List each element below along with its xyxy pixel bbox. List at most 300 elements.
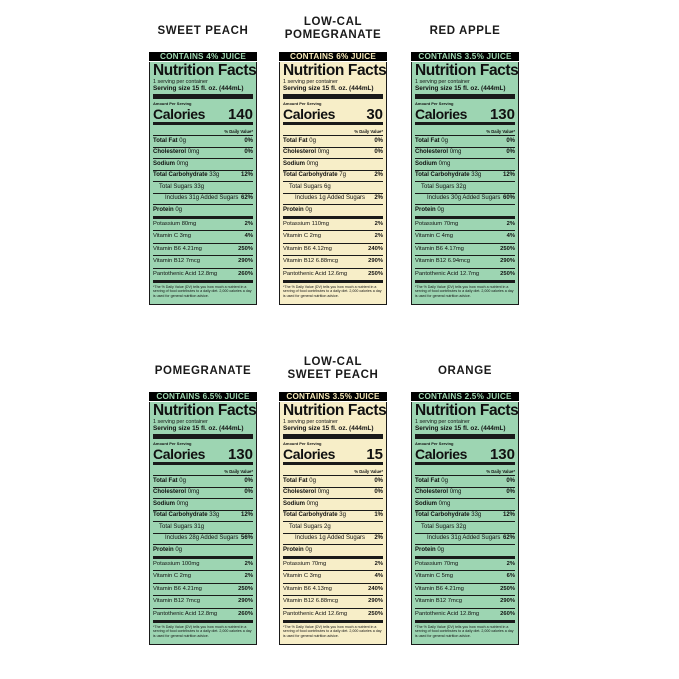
cholesterol-dv: 0%	[244, 149, 253, 156]
vitamin-b6-row	[415, 584, 515, 597]
sodium-value: 0mg	[176, 160, 189, 167]
juice-content-banner: CONTAINS 3.5% JUICE	[279, 392, 387, 401]
total-carbohydrate-row	[283, 511, 383, 523]
vitamin-c-value: 3mg	[309, 573, 321, 580]
calories-row	[153, 447, 253, 465]
total-carbohydrate-value: 7g	[339, 172, 346, 179]
total-fat-label: Total Fat	[153, 477, 178, 484]
total-fat-dv: 0%	[374, 477, 383, 484]
calories-row	[283, 447, 383, 465]
total-fat-row	[283, 476, 383, 488]
serving-size: Serving size 15 fl. oz. (444mL)	[415, 85, 515, 99]
total-carbohydrate-value: 3g	[339, 512, 346, 519]
serving-size: Serving size 15 fl. oz. (444mL)	[283, 425, 383, 439]
added-sugars-dv: 2%	[374, 195, 383, 202]
daily-value-header: % Daily Value*	[153, 128, 253, 136]
protein-label: Protein	[415, 206, 436, 213]
total-carbohydrate-dv: 12%	[240, 172, 253, 179]
added-sugars-text: Includes 1g Added Sugars	[295, 535, 366, 542]
vitamin-b12-label: Vitamin B12	[415, 598, 447, 605]
daily-value-footnote: *The % Daily Value (DV) tells you how much a nutrient in a serving of food contributes to a daily diet. 2,000 calories a day is used for general nutrition advice.	[153, 625, 252, 638]
total-carbohydrate-dv: 1%	[374, 512, 383, 519]
total-carbohydrate-value: 33g	[471, 512, 482, 519]
nutrition-facts-label	[279, 402, 387, 645]
cholesterol-dv: 0%	[506, 489, 515, 496]
potassium-value: 70mg	[443, 220, 459, 227]
total-sugars-label: Total Sugars	[289, 183, 323, 190]
vitamin-c-label: Vitamin C	[153, 573, 179, 580]
sodium-label: Sodium	[153, 500, 175, 507]
sodium-row	[283, 159, 383, 171]
vitamin-b6-dv: 240%	[368, 245, 383, 252]
protein-row	[153, 205, 253, 219]
pantothenic-acid-value: 12.8mg	[197, 610, 218, 617]
potassium-dv: 2%	[374, 560, 383, 567]
total-fat-dv: 0%	[244, 477, 253, 484]
protein-value: 0g	[305, 546, 313, 553]
total-carbohydrate-label: Total Carbohydrate	[283, 172, 338, 179]
potassium-value: 70mg	[311, 560, 327, 567]
daily-value-footnote: *The % Daily Value (DV) tells you how much a nutrient in a serving of food contributes to a daily diet. 2,000 calories a day is used for general nutrition advice.	[283, 625, 382, 638]
total-fat-value: 0g	[441, 137, 448, 144]
added-sugars-row	[283, 534, 383, 546]
flavor-name: POMEGRANATE	[154, 365, 252, 377]
daily-value-footnote: *The % Daily Value (DV) tells you how much a nutrient in a serving of food contributes to a daily diet. 2,000 calories a day is used for general nutrition advice.	[415, 625, 514, 638]
cholesterol-label: Cholesterol	[153, 149, 187, 156]
potassium-row	[415, 219, 515, 232]
cholesterol-row	[153, 148, 253, 160]
cholesterol-label: Cholesterol	[415, 149, 449, 156]
pantothenic-acid-label: Pantothenic Acid	[415, 270, 459, 277]
added-sugars-dv: 56%	[240, 535, 253, 542]
sodium-row	[415, 159, 515, 171]
pantothenic-acid-label: Pantothenic Acid	[153, 270, 197, 277]
sodium-label: Sodium	[153, 160, 175, 167]
potassium-row	[283, 219, 383, 232]
vitamin-c-label: Vitamin C	[415, 573, 441, 580]
nutrition-panel-low-cal-pomegranate	[279, 16, 387, 305]
total-carbohydrate-label: Total Carbohydrate	[415, 512, 470, 519]
vitamin-b12-row	[283, 256, 383, 269]
calories-label: Calories	[415, 446, 468, 462]
total-fat-dv: 0%	[506, 477, 515, 484]
sodium-row	[415, 499, 515, 511]
vitamin-b6-row	[415, 244, 515, 257]
calories-row	[153, 107, 253, 125]
cholesterol-label: Cholesterol	[415, 489, 449, 496]
pantothenic-acid-dv: 260%	[238, 270, 253, 277]
potassium-label: Potassium	[283, 560, 311, 567]
nutrition-facts-label	[411, 62, 519, 305]
servings-per-container: 1 serving per container	[415, 419, 470, 425]
serving-size: Serving size 15 fl. oz. (444mL)	[153, 425, 253, 439]
vitamin-c-dv: 2%	[374, 233, 383, 240]
total-sugars-row	[153, 522, 253, 534]
total-fat-dv: 0%	[244, 137, 253, 144]
total-carbohydrate-dv: 12%	[240, 512, 253, 519]
added-sugars-row	[415, 534, 515, 546]
amount-per-serving: Amount Per Serving	[153, 101, 192, 106]
vitamin-b6-row	[283, 244, 383, 257]
pantothenic-acid-row	[283, 269, 383, 284]
total-carbohydrate-label: Total Carbohydrate	[153, 172, 208, 179]
total-carbohydrate-value: 33g	[209, 172, 220, 179]
vitamin-c-row	[283, 231, 383, 244]
pantothenic-acid-value: 12.6mg	[327, 270, 348, 277]
total-sugars-row	[153, 182, 253, 194]
total-fat-value: 0g	[309, 137, 316, 144]
cholesterol-label: Cholesterol	[283, 149, 317, 156]
vitamin-c-row	[153, 231, 253, 244]
vitamin-b12-value: 7mcg	[447, 598, 462, 605]
added-sugars-row	[415, 194, 515, 206]
nutrition-facts-label	[279, 62, 387, 305]
vitamin-b6-label: Vitamin B6	[153, 585, 181, 592]
cholesterol-row	[283, 148, 383, 160]
vitamin-b12-value: 6.94mcg	[447, 258, 471, 265]
vitamin-b12-dv: 290%	[368, 258, 383, 265]
potassium-row	[415, 559, 515, 572]
cholesterol-value: 0mg	[317, 149, 330, 156]
cholesterol-value: 0mg	[317, 489, 330, 496]
sodium-row	[283, 499, 383, 511]
daily-value-header: % Daily Value*	[415, 468, 515, 476]
added-sugars-dv: 62%	[240, 195, 253, 202]
protein-label: Protein	[283, 546, 304, 553]
added-sugars-text: Includes 1g Added Sugars	[295, 195, 366, 202]
total-carbohydrate-dv: 12%	[502, 512, 515, 519]
pantothenic-acid-row	[415, 269, 515, 284]
total-sugars-value: 6g	[324, 183, 331, 190]
potassium-dv: 2%	[244, 560, 253, 567]
total-fat-label: Total Fat	[415, 477, 440, 484]
vitamin-b6-value: 4.21mg	[182, 585, 202, 592]
protein-row	[283, 545, 383, 559]
vitamin-c-label: Vitamin C	[283, 233, 309, 240]
vitamin-b12-label: Vitamin B12	[283, 598, 315, 605]
calories-row	[415, 107, 515, 125]
sodium-row	[153, 159, 253, 171]
daily-value-header: % Daily Value*	[283, 468, 383, 476]
protein-row	[153, 545, 253, 559]
vitamin-c-value: 2mg	[309, 233, 321, 240]
pantothenic-acid-label: Pantothenic Acid	[283, 610, 327, 617]
servings-per-container: 1 serving per container	[283, 419, 338, 425]
vitamin-c-label: Vitamin C	[153, 233, 179, 240]
vitamin-c-dv: 6%	[506, 573, 515, 580]
vitamin-c-dv: 4%	[374, 573, 383, 580]
daily-value-header: % Daily Value*	[415, 128, 515, 136]
potassium-label: Potassium	[153, 560, 181, 567]
sodium-value: 0mg	[438, 500, 451, 507]
potassium-row	[153, 219, 253, 232]
potassium-dv: 2%	[374, 220, 383, 227]
protein-label: Protein	[415, 546, 436, 553]
nutrition-panel-pomegranate	[149, 365, 257, 645]
total-carbohydrate-label: Total Carbohydrate	[283, 512, 338, 519]
total-fat-row	[153, 136, 253, 148]
cholesterol-value: 0mg	[449, 489, 462, 496]
daily-value-footnote: *The % Daily Value (DV) tells you how much a nutrient in a serving of food contributes to a daily diet. 2,000 calories a day is used for general nutrition advice.	[153, 285, 252, 298]
pantothenic-acid-row	[283, 609, 383, 624]
potassium-value: 110mg	[311, 220, 329, 227]
protein-value: 0g	[305, 206, 313, 213]
total-sugars-row	[283, 522, 383, 534]
total-fat-value: 0g	[309, 477, 316, 484]
nutrition-facts-label	[149, 402, 257, 645]
cholesterol-value: 0mg	[187, 489, 200, 496]
vitamin-b6-dv: 250%	[500, 585, 515, 592]
total-sugars-label: Total Sugars	[421, 523, 455, 530]
potassium-label: Potassium	[283, 220, 311, 227]
total-sugars-label: Total Sugars	[289, 523, 323, 530]
juice-content-banner: CONTAINS 6% JUICE	[279, 52, 387, 61]
cholesterol-value: 0mg	[187, 149, 200, 156]
vitamin-b12-dv: 290%	[238, 258, 253, 265]
vitamin-b6-value: 4.17mg	[444, 245, 464, 252]
vitamin-b12-dv: 290%	[500, 258, 515, 265]
added-sugars-text: Includes 31g Added Sugars	[165, 195, 239, 202]
vitamin-c-row	[415, 231, 515, 244]
total-carbohydrate-row	[153, 171, 253, 183]
pantothenic-acid-dv: 250%	[368, 270, 383, 277]
cholesterol-row	[415, 148, 515, 160]
vitamin-b12-row	[415, 596, 515, 609]
total-fat-row	[415, 476, 515, 488]
cholesterol-dv: 0%	[374, 489, 383, 496]
potassium-row	[153, 559, 253, 572]
cholesterol-row	[153, 488, 253, 500]
vitamin-c-row	[415, 571, 515, 584]
pantothenic-acid-row	[415, 609, 515, 624]
vitamin-b12-dv: 290%	[368, 598, 383, 605]
potassium-label: Potassium	[415, 560, 443, 567]
vitamin-b12-row	[283, 596, 383, 609]
vitamin-b12-dv: 290%	[238, 598, 253, 605]
total-fat-label: Total Fat	[153, 137, 178, 144]
daily-value-header: % Daily Value*	[283, 128, 383, 136]
flavor-name: RED APPLE	[429, 25, 501, 37]
potassium-dv: 2%	[506, 560, 515, 567]
pantothenic-acid-value: 12.8mg	[459, 610, 480, 617]
vitamin-b6-dv: 240%	[368, 585, 383, 592]
total-sugars-label: Total Sugars	[421, 183, 455, 190]
nutrition-panel-low-cal-sweet-peach	[279, 356, 387, 645]
sodium-label: Sodium	[283, 160, 305, 167]
sodium-value: 0mg	[176, 500, 189, 507]
vitamin-b12-row	[415, 256, 515, 269]
nutrition-panel-orange	[411, 365, 519, 645]
total-fat-value: 0g	[441, 477, 448, 484]
potassium-value: 70mg	[443, 560, 459, 567]
added-sugars-dv: 2%	[374, 535, 383, 542]
amount-per-serving: Amount Per Serving	[415, 441, 454, 446]
pantothenic-acid-dv: 260%	[500, 610, 515, 617]
vitamin-c-dv: 4%	[506, 233, 515, 240]
nutrition-facts-label	[149, 62, 257, 305]
total-fat-row	[283, 136, 383, 148]
total-sugars-value: 31g	[194, 523, 205, 530]
potassium-label: Potassium	[415, 220, 443, 227]
added-sugars-row	[283, 194, 383, 206]
protein-label: Protein	[153, 546, 174, 553]
total-carbohydrate-row	[153, 511, 253, 523]
total-carbohydrate-value: 33g	[209, 512, 220, 519]
sodium-value: 0mg	[306, 160, 319, 167]
vitamin-b12-value: 7mcg	[185, 598, 200, 605]
vitamin-b6-value: 4.21mg	[182, 245, 202, 252]
total-fat-label: Total Fat	[283, 137, 308, 144]
calories-value: 130	[489, 106, 515, 123]
sodium-value: 0mg	[438, 160, 451, 167]
sodium-label: Sodium	[415, 500, 437, 507]
nutrition-panel-red-apple	[411, 25, 519, 305]
total-sugars-row	[415, 182, 515, 194]
vitamin-b6-row	[283, 584, 383, 597]
sodium-row	[153, 499, 253, 511]
total-sugars-value: 33g	[194, 183, 205, 190]
pantothenic-acid-value: 12.7mg	[459, 270, 480, 277]
vitamin-b12-dv: 290%	[500, 598, 515, 605]
total-sugars-value: 32g	[456, 183, 467, 190]
total-sugars-row	[283, 182, 383, 194]
vitamin-c-label: Vitamin C	[283, 573, 309, 580]
vitamin-b6-row	[153, 584, 253, 597]
total-sugars-label: Total Sugars	[159, 523, 193, 530]
serving-size: Serving size 15 fl. oz. (444mL)	[283, 85, 383, 99]
vitamin-b6-label: Vitamin B6	[153, 245, 181, 252]
juice-content-banner: CONTAINS 6.5% JUICE	[149, 392, 257, 401]
vitamin-b12-row	[153, 256, 253, 269]
serving-size: Serving size 15 fl. oz. (444mL)	[153, 85, 253, 99]
pantothenic-acid-dv: 250%	[368, 610, 383, 617]
cholesterol-label: Cholesterol	[283, 489, 317, 496]
pantothenic-acid-label: Pantothenic Acid	[415, 610, 459, 617]
sodium-label: Sodium	[283, 500, 305, 507]
vitamin-c-row	[153, 571, 253, 584]
vitamin-c-dv: 4%	[244, 233, 253, 240]
juice-content-banner: CONTAINS 2.5% JUICE	[411, 392, 519, 401]
nutrition-facts-title: Nutrition Facts	[415, 62, 519, 79]
total-carbohydrate-value: 33g	[471, 172, 482, 179]
cholesterol-row	[415, 488, 515, 500]
total-carbohydrate-label: Total Carbohydrate	[153, 512, 208, 519]
servings-per-container: 1 serving per container	[415, 79, 470, 85]
vitamin-b6-dv: 250%	[238, 585, 253, 592]
protein-row	[283, 205, 383, 219]
cholesterol-dv: 0%	[374, 149, 383, 156]
vitamin-c-value: 4mg	[441, 233, 453, 240]
daily-value-header: % Daily Value*	[153, 468, 253, 476]
added-sugars-dv: 62%	[502, 535, 515, 542]
total-fat-value: 0g	[179, 477, 186, 484]
pantothenic-acid-label: Pantothenic Acid	[153, 610, 197, 617]
added-sugars-text: Includes 31g Added Sugars	[427, 535, 501, 542]
serving-size: Serving size 15 fl. oz. (444mL)	[415, 425, 515, 439]
nutrition-panel-sweet-peach	[149, 25, 257, 305]
calories-value: 30	[366, 106, 383, 123]
nutrition-facts-title: Nutrition Facts	[283, 62, 387, 79]
total-sugars-value: 2g	[324, 523, 331, 530]
calories-value: 140	[227, 106, 253, 123]
pantothenic-acid-value: 12.6mg	[327, 610, 348, 617]
protein-value: 0g	[437, 206, 445, 213]
cholesterol-row	[283, 488, 383, 500]
total-fat-dv: 0%	[506, 137, 515, 144]
flavor-name: LOW-CAL SWEET PEACH	[287, 356, 379, 381]
potassium-dv: 2%	[244, 220, 253, 227]
protein-value: 0g	[437, 546, 445, 553]
vitamin-b12-row	[153, 596, 253, 609]
pantothenic-acid-value: 12.8mg	[197, 270, 218, 277]
vitamin-b12-value: 6.88mcg	[315, 258, 339, 265]
cholesterol-label: Cholesterol	[153, 489, 187, 496]
cholesterol-dv: 0%	[244, 489, 253, 496]
potassium-row	[283, 559, 383, 572]
vitamin-b6-value: 4.12mg	[312, 245, 332, 252]
flavor-name: LOW-CAL POMEGRANATE	[284, 16, 382, 41]
calories-label: Calories	[283, 106, 336, 122]
amount-per-serving: Amount Per Serving	[153, 441, 192, 446]
pantothenic-acid-dv: 260%	[238, 610, 253, 617]
pantothenic-acid-row	[153, 269, 253, 284]
total-sugars-row	[415, 522, 515, 534]
calories-label: Calories	[153, 106, 206, 122]
nutrition-facts-title: Nutrition Facts	[153, 402, 257, 419]
juice-content-banner: CONTAINS 4% JUICE	[149, 52, 257, 61]
potassium-dv: 2%	[506, 220, 515, 227]
added-sugars-text: Includes 28g Added Sugars	[165, 535, 239, 542]
vitamin-b6-label: Vitamin B6	[283, 585, 311, 592]
vitamin-b12-label: Vitamin B12	[283, 258, 315, 265]
daily-value-footnote: *The % Daily Value (DV) tells you how much a nutrient in a serving of food contributes to a daily diet. 2,000 calories a day is used for general nutrition advice.	[283, 285, 382, 298]
amount-per-serving: Amount Per Serving	[283, 441, 322, 446]
vitamin-c-label: Vitamin C	[415, 233, 441, 240]
total-fat-label: Total Fat	[415, 137, 440, 144]
vitamin-b12-value: 6.88mcg	[315, 598, 339, 605]
total-carbohydrate-row	[415, 511, 515, 523]
sodium-value: 0mg	[306, 500, 319, 507]
nutrition-facts-title: Nutrition Facts	[283, 402, 387, 419]
total-carbohydrate-dv: 2%	[374, 172, 383, 179]
nutrition-facts-title: Nutrition Facts	[415, 402, 519, 419]
calories-label: Calories	[153, 446, 206, 462]
calories-value: 130	[489, 446, 515, 463]
juice-content-banner: CONTAINS 3.5% JUICE	[411, 52, 519, 61]
vitamin-b6-value: 4.21mg	[444, 585, 464, 592]
total-fat-row	[415, 136, 515, 148]
nutrition-facts-title: Nutrition Facts	[153, 62, 257, 79]
vitamin-c-value: 2mg	[179, 573, 191, 580]
potassium-value: 100mg	[181, 560, 200, 567]
vitamin-b6-row	[153, 244, 253, 257]
added-sugars-row	[153, 194, 253, 206]
protein-label: Protein	[153, 206, 174, 213]
servings-per-container: 1 serving per container	[153, 79, 208, 85]
added-sugars-text: Includes 30g Added Sugars	[427, 195, 501, 202]
vitamin-b6-label: Vitamin B6	[415, 585, 443, 592]
potassium-label: Potassium	[153, 220, 181, 227]
total-carbohydrate-label: Total Carbohydrate	[415, 172, 470, 179]
vitamin-b12-label: Vitamin B12	[415, 258, 447, 265]
nutrition-facts-label	[411, 402, 519, 645]
protein-value: 0g	[175, 546, 183, 553]
vitamin-c-value: 3mg	[179, 233, 191, 240]
calories-label: Calories	[415, 106, 468, 122]
calories-value: 15	[366, 446, 383, 463]
protein-row	[415, 205, 515, 219]
calories-value: 130	[227, 446, 253, 463]
